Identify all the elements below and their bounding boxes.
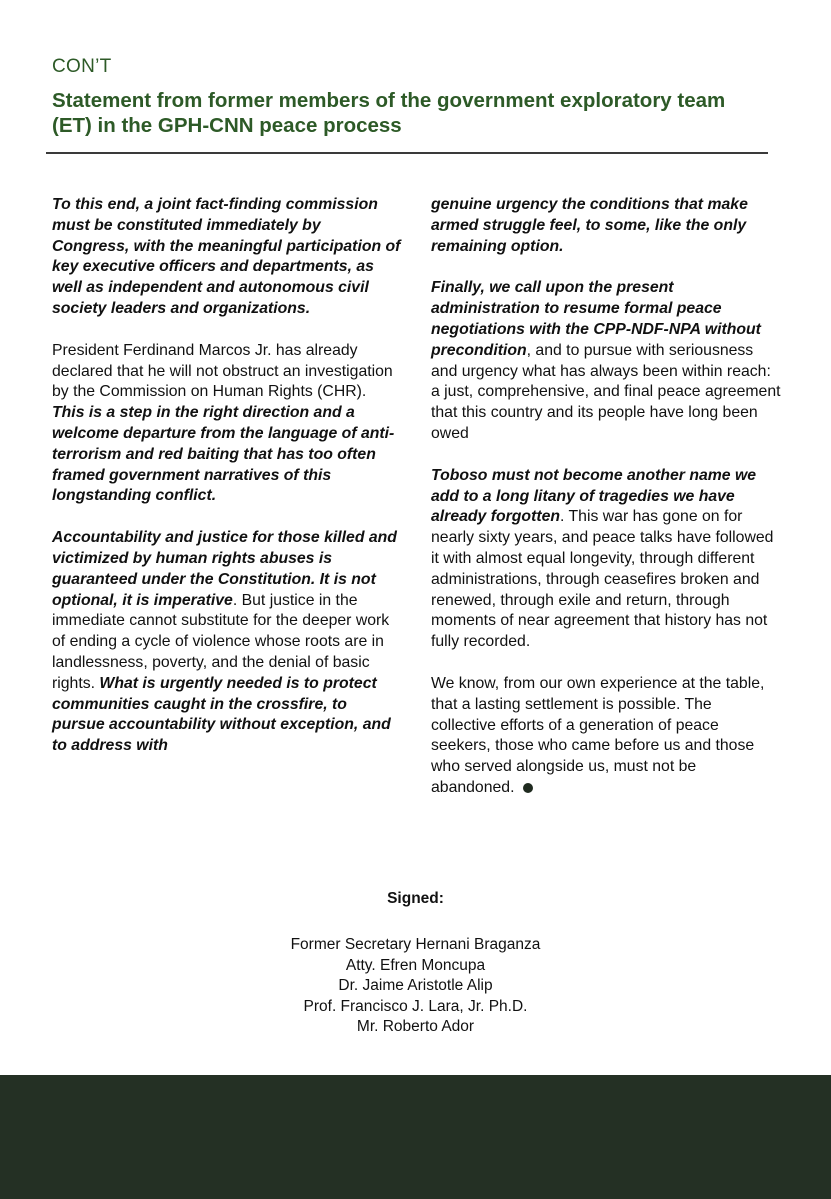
right-column [431,195,781,820]
end-mark-dot-icon [523,783,533,793]
right-p2-emphasis: Finally, we call upon the present administration to resume formal peace negotiations with the CPP-NDF-NPA without precondition [431,279,761,359]
left-p3-emphasis-b: What is urgently needed is to protect communities caught in the crossfire, to pursue accountability without exception, and to address with [52,674,391,755]
right-p4-text: We know, from our own experience at the table, that a lasting settlement is possible. The collective efforts of a generation of peace seekers, those who came before us and those who served alongside us, must not be abandoned. [431,674,765,796]
right-p3-emphasis: Toboso must not become another name we add to a long litany of tragedies we have already forgotten [431,466,757,526]
left-p3-text: . But justice in the immediate cannot substitute for the deeper work of ending a cycle of violence whose roots are in landlessness, poverty, and the denial of basic rights. [52,591,390,692]
page-title-line-2: (ET) in the GPH-CNN peace process [52,114,402,137]
signatory-list [0,935,831,1038]
right-p1-emphasis: genuine urgency the conditions that make armed struggle feel, to some, like the only remaining option. [431,196,748,255]
right-paragraph-3 [431,466,781,653]
signatory: Former Secretary Hernani Braganza [290,936,541,953]
signatory: Dr. Jaime Aristotle Alip [338,977,493,994]
page-title [52,88,782,138]
left-paragraph-1 [52,195,402,320]
right-paragraph-2 [431,278,781,444]
signatory: Atty. Efren Moncupa [345,956,486,974]
signatory: Mr. Roberto Ador [356,1018,475,1035]
right-p3-text: . This war has gone on for nearly sixty years, and peace talks have followed it with almost equal longevity, through different administrations, through ceasefires broken and renewed, through exile and return, through moments of near agreement that history has not fully recorded. [431,508,774,651]
left-p2-emphasis: This is a step in the right direction and a welcome departure from the language of anti-terrorism and red baiting that has too often framed government narratives of this longstanding conflict. [52,404,395,505]
section-continued-label: CON’T [52,56,112,77]
left-p2-text: President Ferdinand Marcos Jr. has already declared that he will not obstruct an investigation by the Commission on Human Rights (CHR). [52,341,393,401]
signatory: Prof. Francisco J. Lara, Jr. Ph.D. [303,997,528,1015]
header-divider [46,152,768,154]
right-paragraph-1 [431,195,781,257]
right-p2-text: , and to pursue with seriousness and urgency what has always been within reach: a just, comprehensive, and final peace agreement that this country and its people have long been owed [431,341,781,442]
footer-band [0,1075,831,1199]
left-p3-emphasis-a: Accountability and justice for those killed and victimized by human rights abuses is guaranteed under the Constitution. It is not optional, it is imperative [52,529,397,609]
left-column [52,195,402,778]
signed-label: Signed: [387,890,444,907]
left-paragraph-3 [52,528,402,757]
left-paragraph-2 [52,341,402,507]
right-paragraph-4 [431,674,781,799]
left-p1-emphasis: To this end, a joint fact-finding commission must be constituted immediately by Congress, with the meaningful participation of key executive officers and departments, as well as independent and autonomous civil society leaders and organizations. [52,196,401,317]
page-title-line-1: Statement from former members of the government exploratory team [52,89,726,112]
